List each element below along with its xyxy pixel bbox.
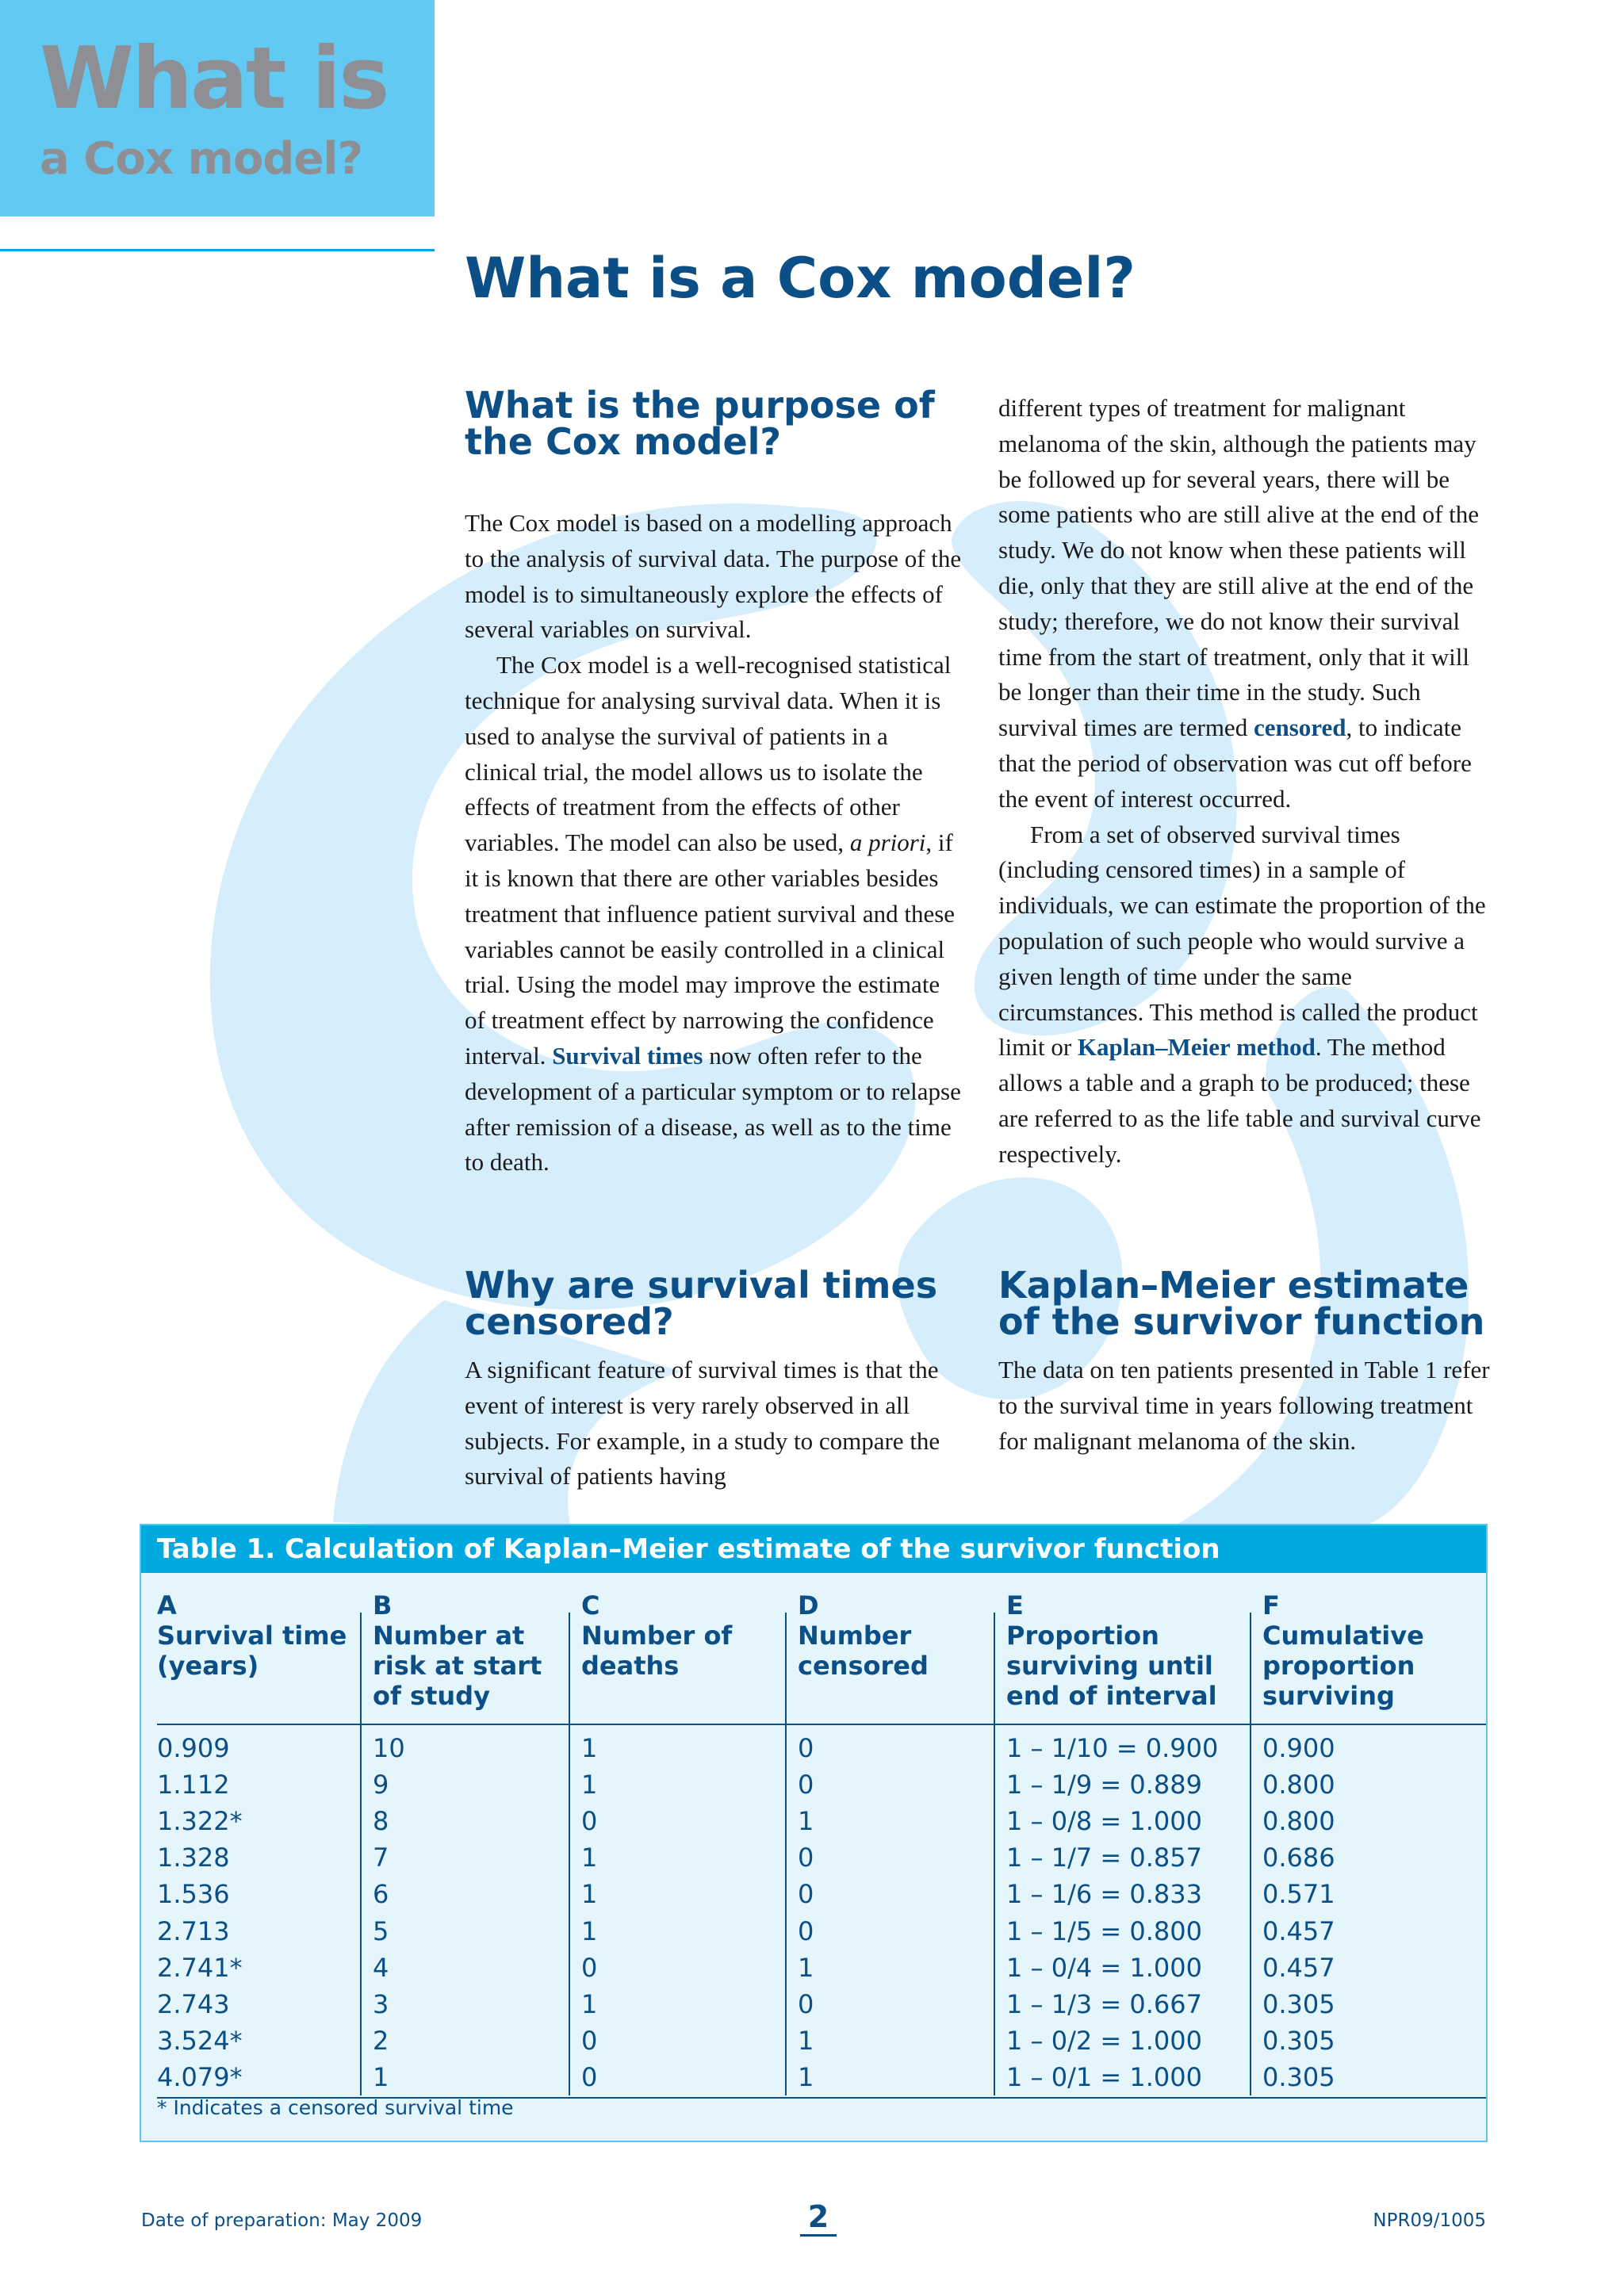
table-header-rule xyxy=(157,1724,1486,1725)
table-cell: 3 xyxy=(373,1988,389,2019)
table-column-divider xyxy=(785,1613,787,2095)
column-header-e: Proportion xyxy=(1006,1621,1159,1651)
table-cell: 1 xyxy=(798,1806,814,1837)
term-survival-times: Survival times xyxy=(552,1041,703,1070)
table-cell: 5 xyxy=(373,1915,389,1946)
table-cell: 0.305 xyxy=(1262,1988,1335,2019)
kaplan-meier-paragraph-1: The data on ten patients presented in Table 1 refer to the survival time in years following treatment for malignant melanoma of the skin. xyxy=(998,1356,1490,1455)
column-header-d: Number xyxy=(798,1621,912,1651)
footer-date: Date of preparation: May 2009 xyxy=(141,2210,423,2231)
table-cell: 0 xyxy=(581,2061,598,2092)
table-cell: 0.457 xyxy=(1262,1915,1335,1946)
purpose-heading: What is the purpose of the Cox model? xyxy=(465,384,935,463)
column-letter-e: E xyxy=(1006,1590,1024,1621)
table-cell: 1 – 0/8 = 1.000 xyxy=(1006,1806,1202,1837)
table-cell: 6 xyxy=(373,1879,389,1910)
column-letter-d: D xyxy=(798,1590,819,1621)
page-number: 2 xyxy=(800,2199,837,2237)
table-cell: 0 xyxy=(581,1952,598,1983)
table-cell: 0.800 xyxy=(1262,1770,1335,1800)
corner-title-line2: a Cox model? xyxy=(40,133,363,185)
purpose-paragraph-2: The Cox model is a well-recognised statistical technique for analysing survival data. When it is used to analyse the survival of patients in a clinical trial, the model allows us to isolate the effects of treatment from the effects of other variables. The model can also be used, a priori, if it is known that there are other variables besides treatment that influence patient survival and these variables cannot be easily controlled in a clinical trial. Using the model may improve the estimate of treatment effect by narrowing the confidence interval. Survival times now often refer to the development of a particular symptom or to relapse after remission of a disease, as well as to the time to death. xyxy=(465,651,961,1177)
table-cell: 1 xyxy=(798,1952,814,1983)
table-cell: 1.536 xyxy=(157,1879,230,1910)
table-cell: 1 – 1/9 = 0.889 xyxy=(1006,1770,1202,1800)
column-header-c: deaths xyxy=(581,1651,680,1681)
table-cell: 7 xyxy=(373,1843,389,1873)
column-header-c: Number of xyxy=(581,1621,733,1651)
table-column-divider xyxy=(569,1613,570,2095)
table-cell: 1 – 1/3 = 0.667 xyxy=(1006,1988,1202,2019)
table-cell: 1 – 1/6 = 0.833 xyxy=(1006,1879,1202,1910)
column-header-b: risk at start xyxy=(373,1651,542,1681)
table-cell: 1 xyxy=(581,1843,598,1873)
table-cell: 1 – 0/2 = 1.000 xyxy=(1006,2025,1202,2056)
table-cell: 0 xyxy=(798,1733,814,1763)
table-caption: Table 1. Calculation of Kaplan–Meier estimate of the survivor function xyxy=(141,1525,1486,1573)
corner-title-block xyxy=(0,0,435,216)
table-cell: 1 xyxy=(798,2025,814,2056)
column-header-e: surviving until xyxy=(1006,1651,1213,1681)
section-right-continuation xyxy=(998,391,1498,1173)
table-cell: 2.713 xyxy=(157,1915,230,1946)
column-header-a: Survival time xyxy=(157,1621,347,1651)
table-cell: 0 xyxy=(798,1915,814,1946)
term-kaplan-meier-method: Kaplan–Meier method xyxy=(1077,1033,1316,1062)
column-letter-c: C xyxy=(581,1590,600,1621)
table-cell: 0.305 xyxy=(1262,2061,1335,2092)
censored-paragraph-1: A significant feature of survival times is that the event of interest is very rarely observed in all subjects. For example, in a study to compare the survival of patients having xyxy=(465,1356,940,1490)
purpose-paragraph-1: The Cox model is based on a modelling approach to the analysis of survival data. The purpose of the model is to simultaneously explore the effects of several variables on survival. xyxy=(465,509,962,644)
column-letter-a: A xyxy=(157,1590,177,1621)
right-paragraph-2: From a set of observed survival times (including censored times) in a sample of individuals, we can estimate the proportion of the population of such people who would survive a given length of time under the same circumstances. This method is called the product limit or Kaplan–Meier method. The method allows a table and a graph to be produced; these are referred to as the life table and survival curve respectively. xyxy=(998,820,1486,1168)
table-cell: 0.305 xyxy=(1262,2025,1335,2056)
corner-divider xyxy=(0,249,435,251)
page-title: What is a Cox model? xyxy=(465,246,1136,311)
table-cell: 2.741* xyxy=(157,1952,243,1983)
table-cell: 4 xyxy=(373,1952,389,1983)
table-cell: 0 xyxy=(798,1879,814,1910)
corner-title-line1: What is xyxy=(40,29,388,128)
table-cell: 1.328 xyxy=(157,1843,230,1873)
table-cell: 0.571 xyxy=(1262,1879,1335,1910)
table-cell: 1.322* xyxy=(157,1806,243,1837)
table-cell: 0 xyxy=(798,1988,814,2019)
table-cell: 1 – 0/1 = 1.000 xyxy=(1006,2061,1202,2092)
table-footnote: * Indicates a censored survival time xyxy=(157,2096,514,2119)
table-column-divider xyxy=(1250,1613,1251,2095)
censored-heading: Why are survival times censored? xyxy=(465,1264,938,1343)
column-header-b: of study xyxy=(373,1681,490,1711)
column-header-d: censored xyxy=(798,1651,929,1681)
table-cell: 0 xyxy=(798,1843,814,1873)
table-cell: 0 xyxy=(581,2025,598,2056)
table-kaplan-meier xyxy=(140,1524,1488,2142)
table-cell: 4.079* xyxy=(157,2061,243,2092)
table-cell: 0.686 xyxy=(1262,1843,1335,1873)
table-cell: 1 xyxy=(581,1915,598,1946)
kaplan-meier-heading: Kaplan–Meier estimate of the survivor function xyxy=(998,1264,1485,1343)
footer-code: NPR09/1005 xyxy=(1373,2210,1486,2231)
table-cell: 1 xyxy=(581,1770,598,1800)
table-cell: 1.112 xyxy=(157,1770,230,1800)
table-cell: 1 xyxy=(581,1879,598,1910)
column-header-f: proportion xyxy=(1262,1651,1415,1681)
table-cell: 9 xyxy=(373,1770,389,1800)
column-header-f: Cumulative xyxy=(1262,1621,1424,1651)
section-censored xyxy=(465,1264,964,1494)
section-purpose xyxy=(465,384,964,1181)
column-header-e: end of interval xyxy=(1006,1681,1217,1711)
table-cell: 8 xyxy=(373,1806,389,1837)
column-header-a: (years) xyxy=(157,1651,259,1681)
table-column-divider xyxy=(994,1613,995,2095)
table-cell: 1 xyxy=(581,1988,598,2019)
table-cell: 0.457 xyxy=(1262,1952,1335,1983)
table-cell: 1 – 1/5 = 0.800 xyxy=(1006,1915,1202,1946)
column-letter-f: F xyxy=(1262,1590,1280,1621)
table-cell: 1 – 1/7 = 0.857 xyxy=(1006,1843,1202,1873)
table-cell: 1 – 0/4 = 1.000 xyxy=(1006,1952,1202,1983)
table-column-divider xyxy=(360,1613,362,2095)
table-cell: 1 xyxy=(373,2061,389,2092)
term-censored: censored xyxy=(1253,714,1346,742)
column-letter-b: B xyxy=(373,1590,393,1621)
section-kaplan-meier xyxy=(998,1264,1498,1459)
column-header-f: surviving xyxy=(1262,1681,1395,1711)
table-cell: 1 – 1/10 = 0.900 xyxy=(1006,1733,1219,1763)
table-cell: 2.743 xyxy=(157,1988,230,2019)
column-header-b: Number at xyxy=(373,1621,525,1651)
table-cell: 0.909 xyxy=(157,1733,230,1763)
table-cell: 1 xyxy=(581,1733,598,1763)
table-cell: 0.900 xyxy=(1262,1733,1335,1763)
table-cell: 0 xyxy=(798,1770,814,1800)
table-cell: 0 xyxy=(581,1806,598,1837)
table-cell: 0.800 xyxy=(1262,1806,1335,1837)
italic-a-priori: a priori xyxy=(849,828,926,857)
table-cell: 10 xyxy=(373,1733,405,1763)
table-cell: 3.524* xyxy=(157,2025,243,2056)
right-paragraph-1: different types of treatment for malignant melanoma of the skin, although the patients may be followed up for several years, there will be some patients who are still alive at the end of the study. We do not know when these patients will die, only that they are still alive at the end of the study; therefore, we do not know their survival time from the start of treatment, only that it will be longer than their time in the study. Such survival times are termed censored, to indicate that the period of observation was cut off before the event of interest occurred. xyxy=(998,394,1480,813)
table-cell: 1 xyxy=(798,2061,814,2092)
table-cell: 2 xyxy=(373,2025,389,2056)
